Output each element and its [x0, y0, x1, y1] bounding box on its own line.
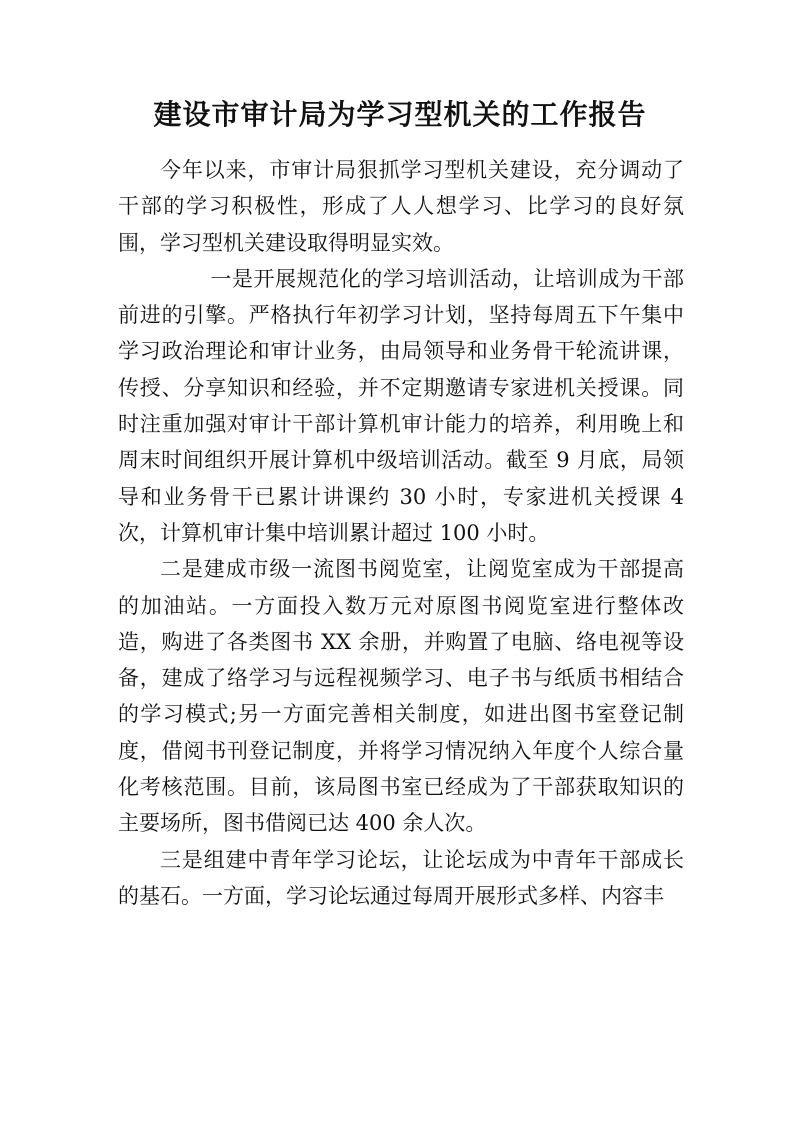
paragraph-point-one: 一是开展规范化的学习培训活动，让培训成为干部前进的引擎。严格执行年初学习计划，坚持每周五下午集中学习政治理论和审计业务，由局领导和业务骨干轮流讲课，传授、分享知识和经验，并不定期邀请专家进机关授课。同时注重加强对审计干部计算机审计能力的培养，利用晚上和周末时间组织开展计算机中级培训活动。截至 9 月底，局领导和业务骨干已累计讲课约 30 小时，专家进机关授课 4 次，计算机审计集中培训累计超过 100 小时。: [118, 266, 684, 545]
paragraph-intro: 今年以来，市审计局狠抓学习型机关建设，充分调动了干部的学习积极性，形成了人人想学习、比学习的良好氛围，学习型机关建设取得明显实效。: [118, 158, 684, 255]
document-title: 建设市审计局为学习型机关的工作报告: [153, 98, 647, 131]
paragraph-point-two: 二是建成市级一流图书阅览室，让阅览室成为干部提高的加油站。一方面投入数万元对原图书阅览室进行整体改造，购进了各类图书 XX 余册，并购置了电脑、络电视等设备，建成了络学习与远程视频学习、电子书与纸质书相结合的学习模式;另一方面完善相关制度，如进出图书室登记制度，借阅书刊登记制度，并将学习情况纳入年度个人综合量化考核范围。目前，该局图书室已经成为了干部获取知识的主要场所，图书借阅已达 400 余人次。: [118, 557, 684, 836]
document-body: [118, 152, 684, 914]
paragraph-point-three: 三是组建中青年学习论坛，让论坛成为中青年干部成长的基石。一方面，学习论坛通过每周开展形式多样、内容丰: [118, 847, 684, 908]
